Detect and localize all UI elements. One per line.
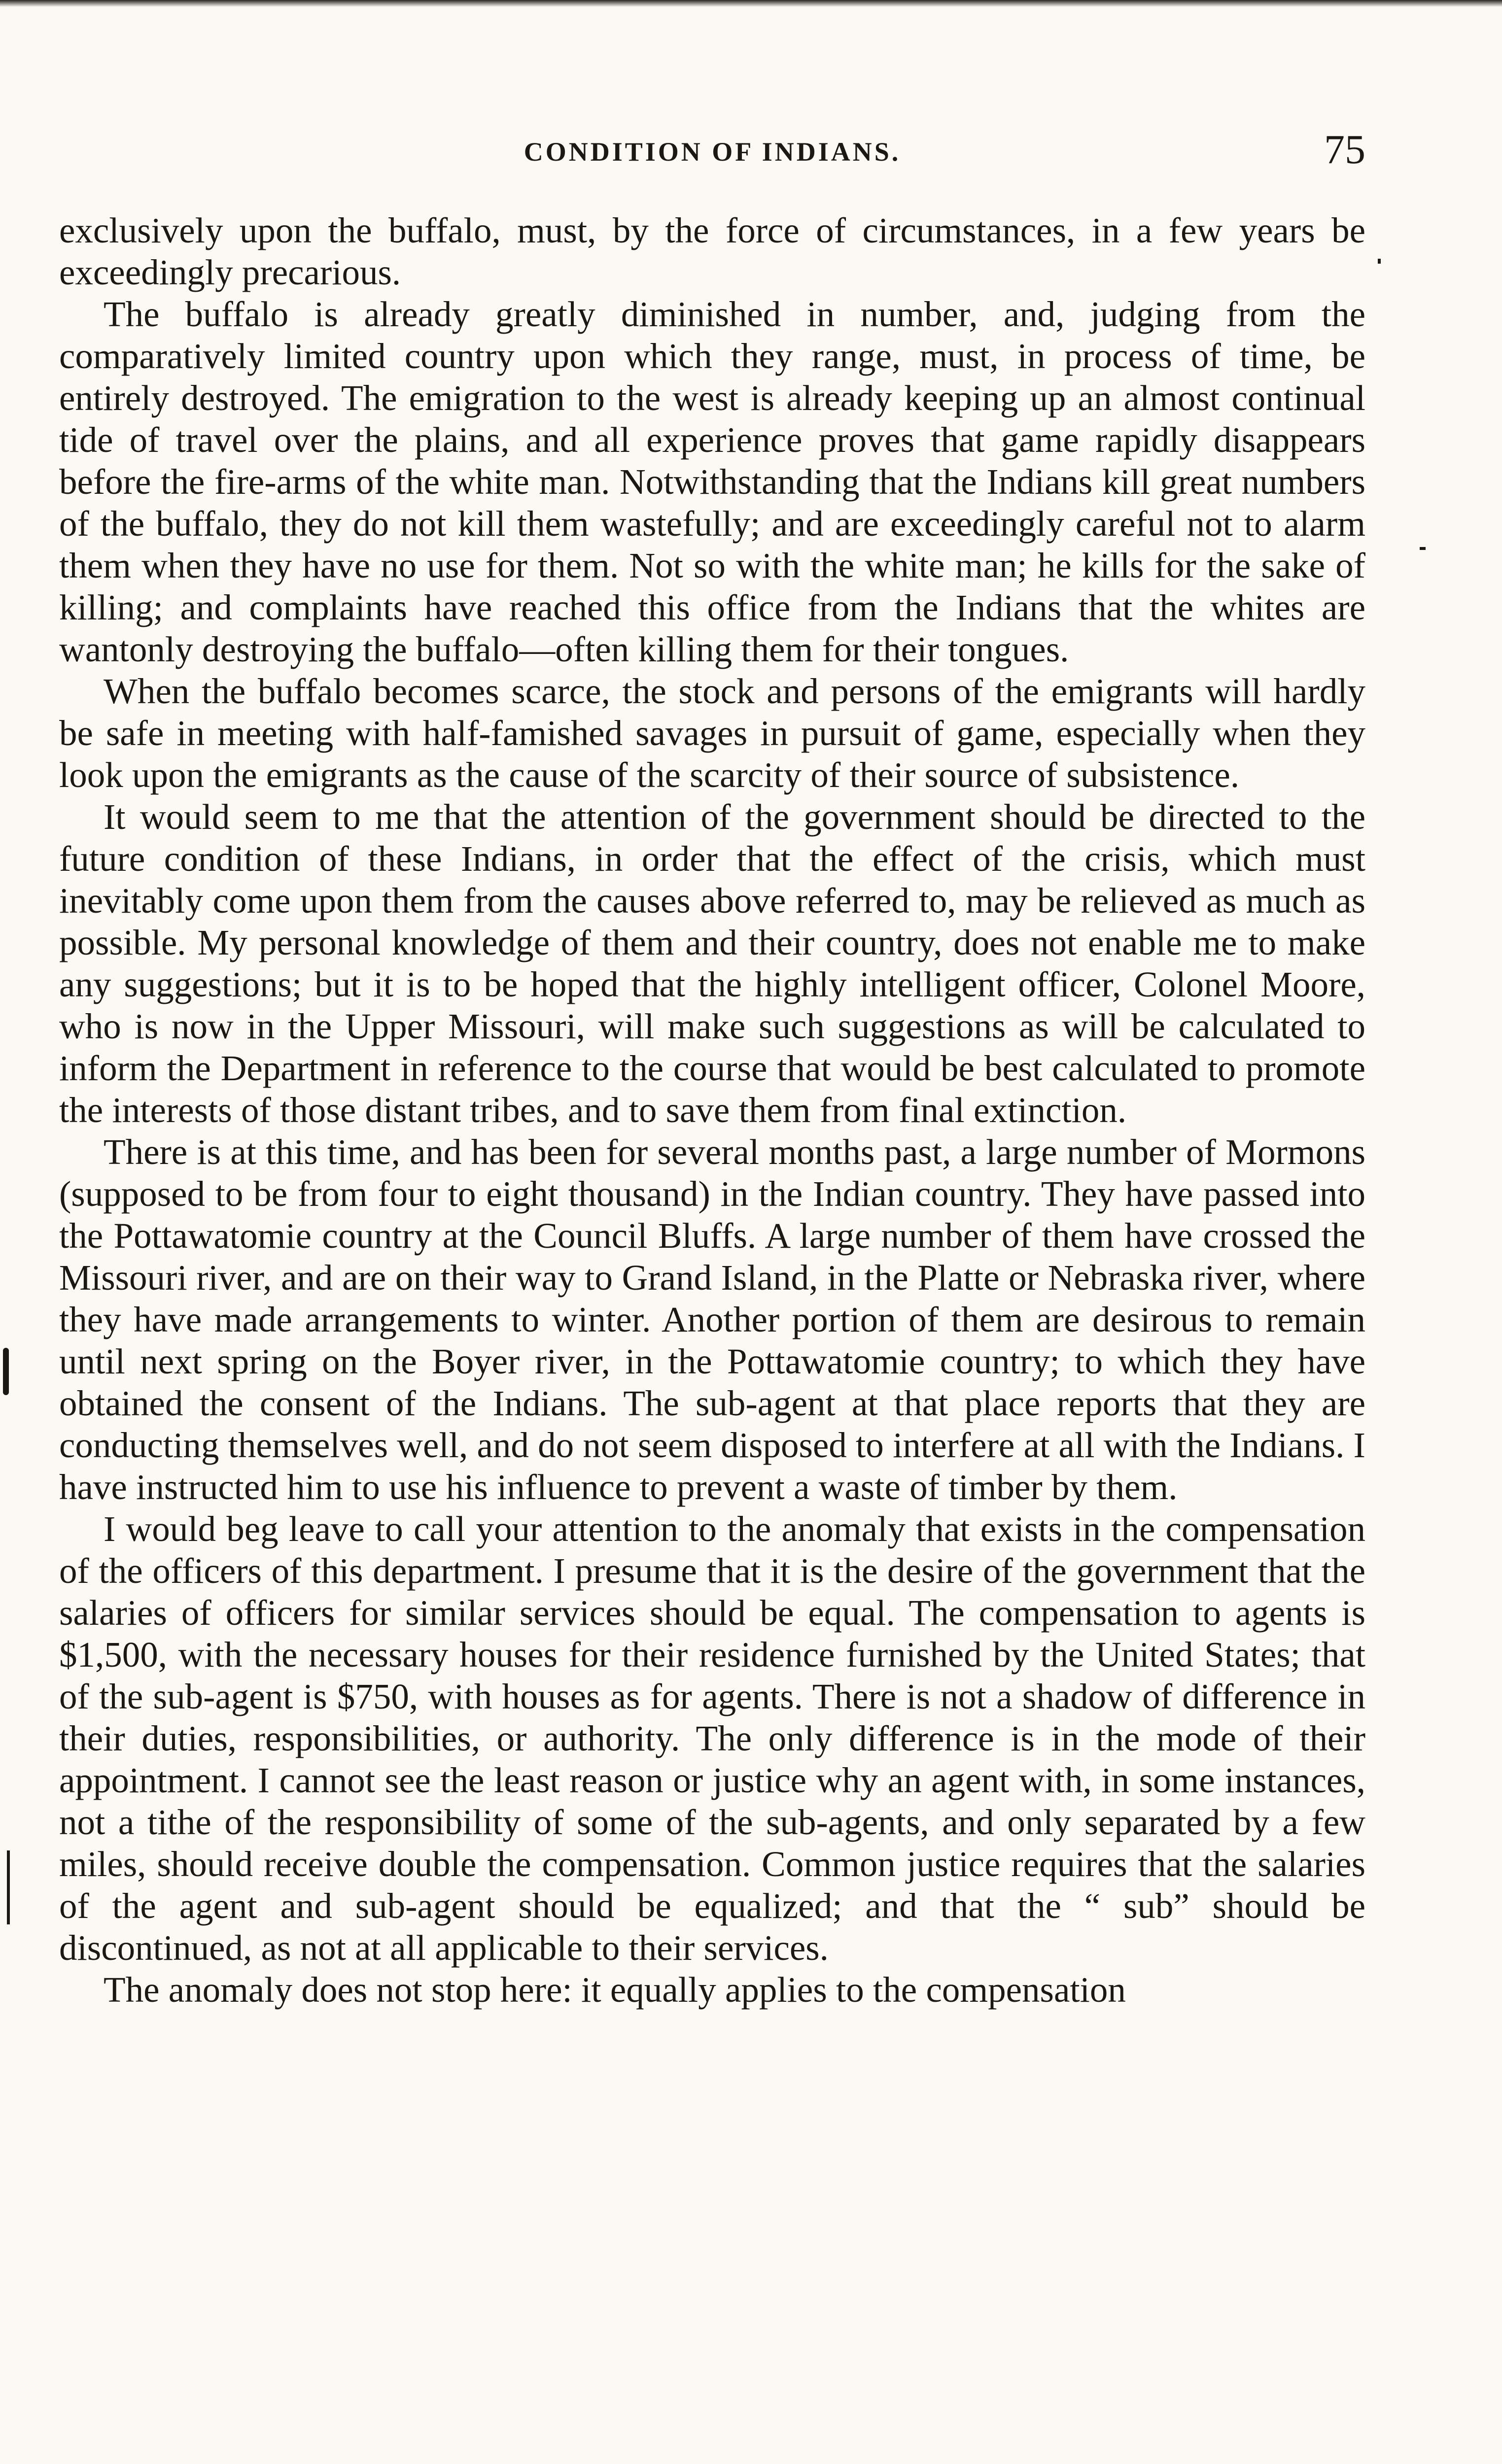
margin-mark-left-lower — [7, 1850, 10, 1924]
page-header — [59, 126, 1365, 170]
running-head: CONDITION OF INDIANS. — [524, 137, 901, 167]
paragraph-4: It would seem to me that the attention of the government should be directed to the future condition of these Indians, in order that the effect of the crisis, which must inevitably come upon them from the causes above referred to, may be relieved as much as possible. My personal knowledge of them and their country, does not enable me to make any suggestions; but it is to be hoped that the highly intelligent officer, Colonel Moore, who is now in the Upper Missouri, will make such suggestions as will be calculated to inform the Department in reference to the course that would be best calculated to promote the interests of those distant tribes, and to save them from final extinction. — [59, 797, 1365, 1130]
margin-mark-left-upper — [3, 1348, 9, 1395]
page-top-edge — [0, 0, 1502, 7]
paragraph-2: The buffalo is already greatly diminished in number, and, judging from the comparatively limited country upon which they range, must, in process of time, be entirely destroyed. The emigration to the west is already keeping up an almost continual tide of travel over the plains, and all experience proves that game rapidly disappears before the fire-arms of the white man. Notwithstanding that the Indians kill great numbers of the buffalo, they do not kill them wastefully; and are exceedingly careful not to alarm them when they have no use for them. Not so with the white man; he kills for the sake of killing; and complaints have reached this office from the Indians that the whites are wantonly destroying the buffalo—often killing them for their tongues. — [59, 294, 1365, 669]
paragraph-6: I would beg leave to call your attention to the anomaly that exists in the compensation of the officers of this department. I presume that it is the desire of the government that the salaries of officers for similar services should be equal. The compensation to agents is $1,500, with the necessary houses for their residence furnished by the United States; that of the sub-agent is $750, with houses as for agents. There is not a shadow of difference in their duties, responsibilities, or authority. The only difference is in the mode of their appointment. I cannot see the least reason or justice why an agent with, in some instances, not a tithe of the responsibility of some of the sub-agents, and only separated by a few miles, should receive double the compensation. Common justice requires that the salaries of the agent and sub-agent should be equalized; and that the “ sub” should be discontinued, as not at all applicable to their services. — [59, 1509, 1365, 1968]
paragraph-3: When the buffalo becomes scarce, the stock and persons of the emigrants will hardly be safe in meeting with half-famished savages in pursuit of game, especially when they look upon the emigrants as the cause of the scarcity of their source of subsistence. — [59, 671, 1365, 795]
body-text — [59, 209, 1365, 2011]
margin-mark-right-upper — [1420, 547, 1426, 550]
paragraph-5: There is at this time, and has been for several months past, a large number of Mormons (supposed to be from four to eight thousand) in the Indian country. They have passed into the Pottawatomie country at the Council Bluffs. A large number of them have crossed the Missouri river, and are on their way to Grand Island, in the Platte or Nebraska river, where they have made arrangements to winter. Another portion of them are desirous to remain until next spring on the Boyer river, in the Pottawatomie country; to which they have obtained the consent of the Indians. The sub-agent at that place reports that they are conducting themselves well, and do not seem disposed to interfere at all with the Indians. I have instructed him to use his influence to prevent a waste of timber by them. — [59, 1132, 1365, 1507]
paragraph-1: exclusively upon the buffalo, must, by the force of circumstances, in a few years be exceedingly precarious. — [59, 210, 1365, 292]
page-number: 75 — [1324, 127, 1365, 172]
paragraph-7: The anomaly does not stop here: it equally applies to the compensation — [104, 1970, 1126, 2010]
margin-mark-right-top — [1378, 259, 1381, 264]
